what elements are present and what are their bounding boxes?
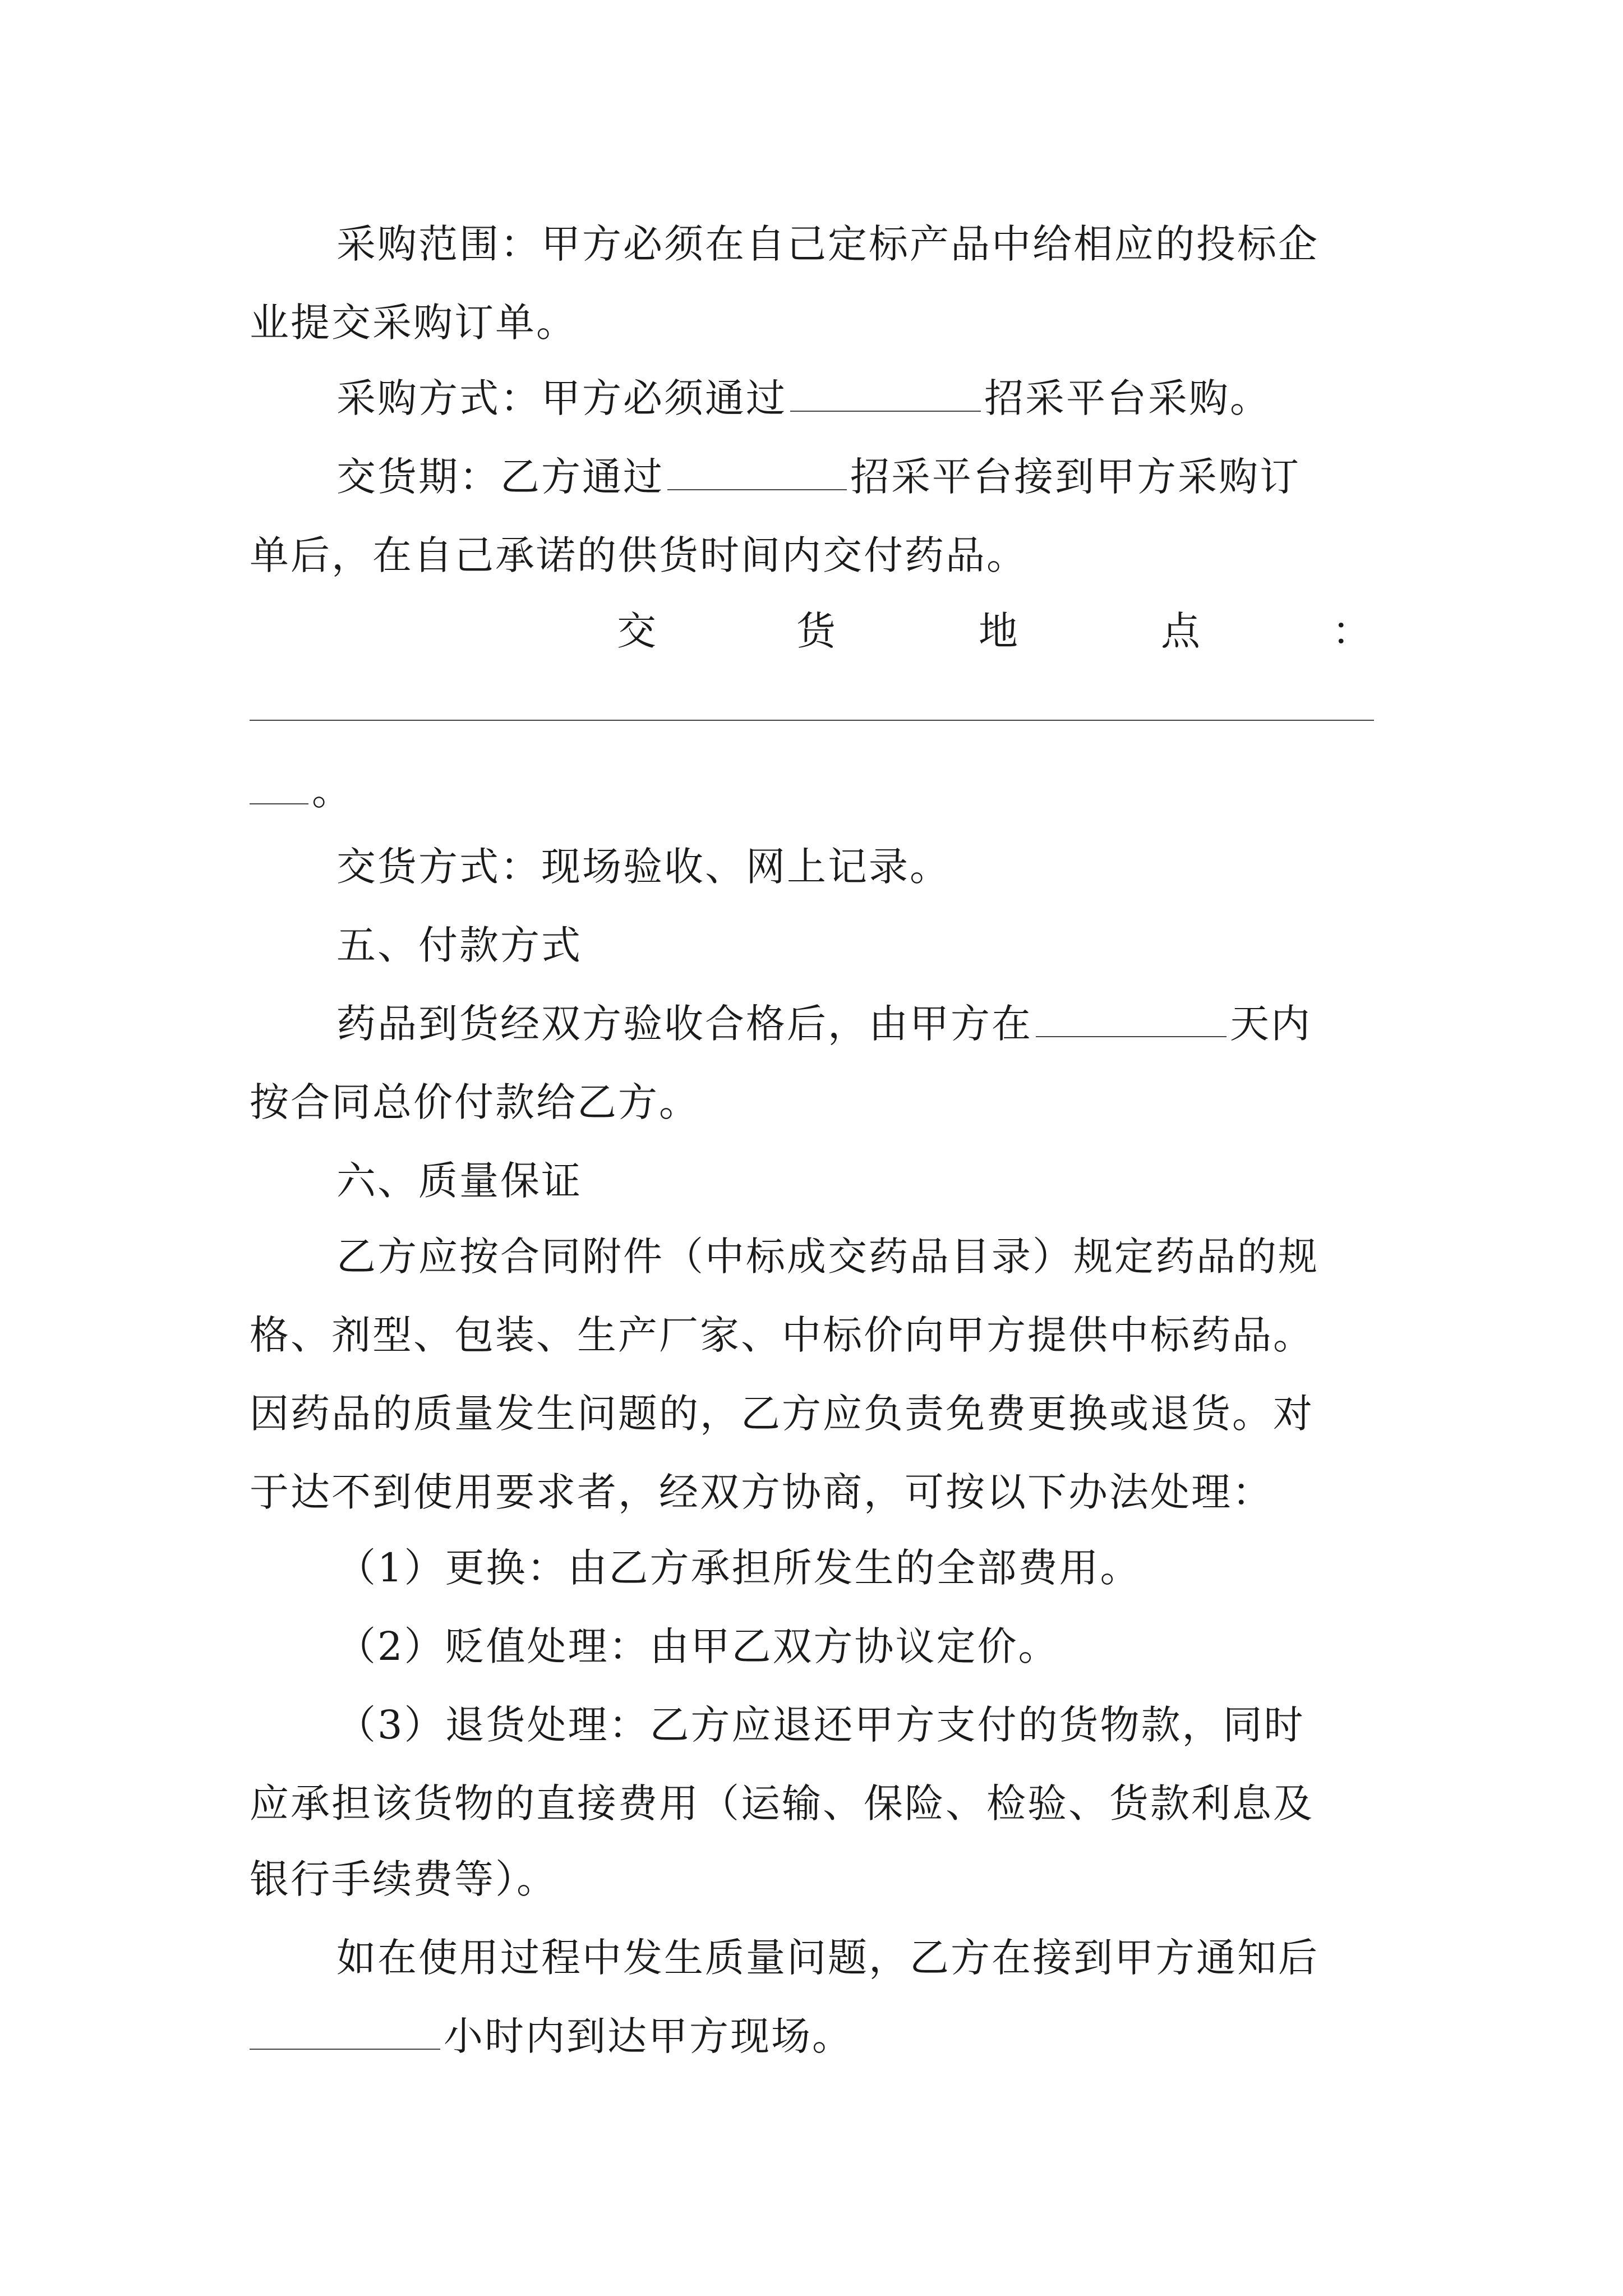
list-item-replace [336, 1543, 1141, 1593]
paragraph-delivery-method [336, 841, 951, 892]
text-line: （2）贬值处理：由甲乙双方协议定价。 [336, 1623, 1059, 1669]
text-line: 因药品的质量发生问题的，乙方应负责免费更换或退货。对 [250, 1391, 1314, 1437]
text-line: 小时内到达甲方现场。 [444, 2013, 853, 2059]
text-line: 单后，在自己承诺的供货时间内交付药品。 [250, 532, 1027, 578]
fill-in-blank[interactable] [1036, 1002, 1227, 1037]
text-line: 乙方应按合同附件（中标成交药品目录）规定药品的规 [336, 1234, 1319, 1280]
paragraph-quality [336, 1231, 1319, 1282]
text-line: 招采平台接到甲方采购订 [850, 454, 1301, 500]
paragraph-onsite-response [336, 1932, 1319, 1983]
text-line: 应承担该货物的直接费用（运输、保险、检验、货款利息及 [250, 1780, 1314, 1826]
delivery-location-char: 货 [796, 608, 836, 654]
paragraph-payment-cont [250, 1077, 700, 1128]
delivery-location-end [250, 766, 353, 816]
paragraph-onsite-response-cont [250, 2011, 853, 2062]
text-line: 于达不到使用要求者，经双方协商，可按以下办法处理： [250, 1469, 1273, 1515]
paragraph-delivery-period-cont [250, 530, 1027, 581]
text-line: 交货期：乙方通过 [336, 454, 664, 500]
text-line: 五、付款方式 [336, 922, 582, 968]
list-item-return-cont [250, 1778, 1314, 1829]
paragraph-delivery-period [336, 452, 1301, 502]
text-line: 格、剂型、包装、生产厂家、中标价向甲方提供中标药品。 [250, 1312, 1314, 1358]
fill-in-blank[interactable] [790, 377, 981, 412]
paragraph-procurement-scope-cont [250, 297, 577, 348]
text-line: 银行手续费等）。 [250, 1856, 557, 1902]
text-line: 采购范围：甲方必须在自己定标产品中给相应的投标企 [336, 221, 1319, 267]
list-item-depreciation [336, 1621, 1059, 1672]
text-line: 采购方式：甲方必须通过 [336, 375, 787, 421]
text-line: （1）更换：由乙方承担所发生的全部费用。 [336, 1545, 1141, 1591]
paragraph-procurement-scope [336, 219, 1319, 269]
text-line: 药品到货经双方验收合格后，由甲方在 [336, 1001, 1032, 1047]
text-line: 招采平台采购。 [984, 375, 1271, 421]
text-line: 如在使用过程中发生质量问题，乙方在接到甲方通知后 [336, 1935, 1319, 1981]
paragraph-quality-cont [250, 1467, 1273, 1517]
text-line: 。 [312, 768, 353, 814]
delivery-location-blank-line[interactable] [250, 720, 1374, 721]
text-line: （3）退货处理：乙方应退还甲方支付的货物款，同时 [336, 1702, 1305, 1748]
fill-in-blank[interactable] [667, 455, 847, 490]
delivery-location-char: 交 [617, 608, 656, 654]
text-line: 交货方式：现场验收、网上记录。 [336, 844, 951, 890]
delivery-location-char: ： [1332, 608, 1371, 654]
delivery-location-char: 地 [979, 608, 1018, 654]
paragraph-quality-cont [250, 1310, 1314, 1360]
paragraph-payment [336, 999, 1312, 1049]
section-heading-payment [336, 920, 582, 970]
text-line: 按合同总价付款给乙方。 [250, 1079, 700, 1125]
paragraph-quality-cont [250, 1388, 1314, 1439]
list-item-return-cont [250, 1854, 557, 1904]
text-line: 天内 [1230, 1001, 1312, 1047]
text-line: 业提交采购订单。 [250, 300, 577, 346]
list-item-return [336, 1700, 1305, 1750]
text-line: 六、质量保证 [336, 1158, 582, 1204]
fill-in-blank[interactable] [250, 770, 308, 804]
section-heading-quality [336, 1156, 582, 1206]
paragraph-procurement-method [336, 373, 1271, 424]
fill-in-blank[interactable] [250, 2015, 440, 2050]
delivery-location-char: 点 [1161, 608, 1200, 654]
